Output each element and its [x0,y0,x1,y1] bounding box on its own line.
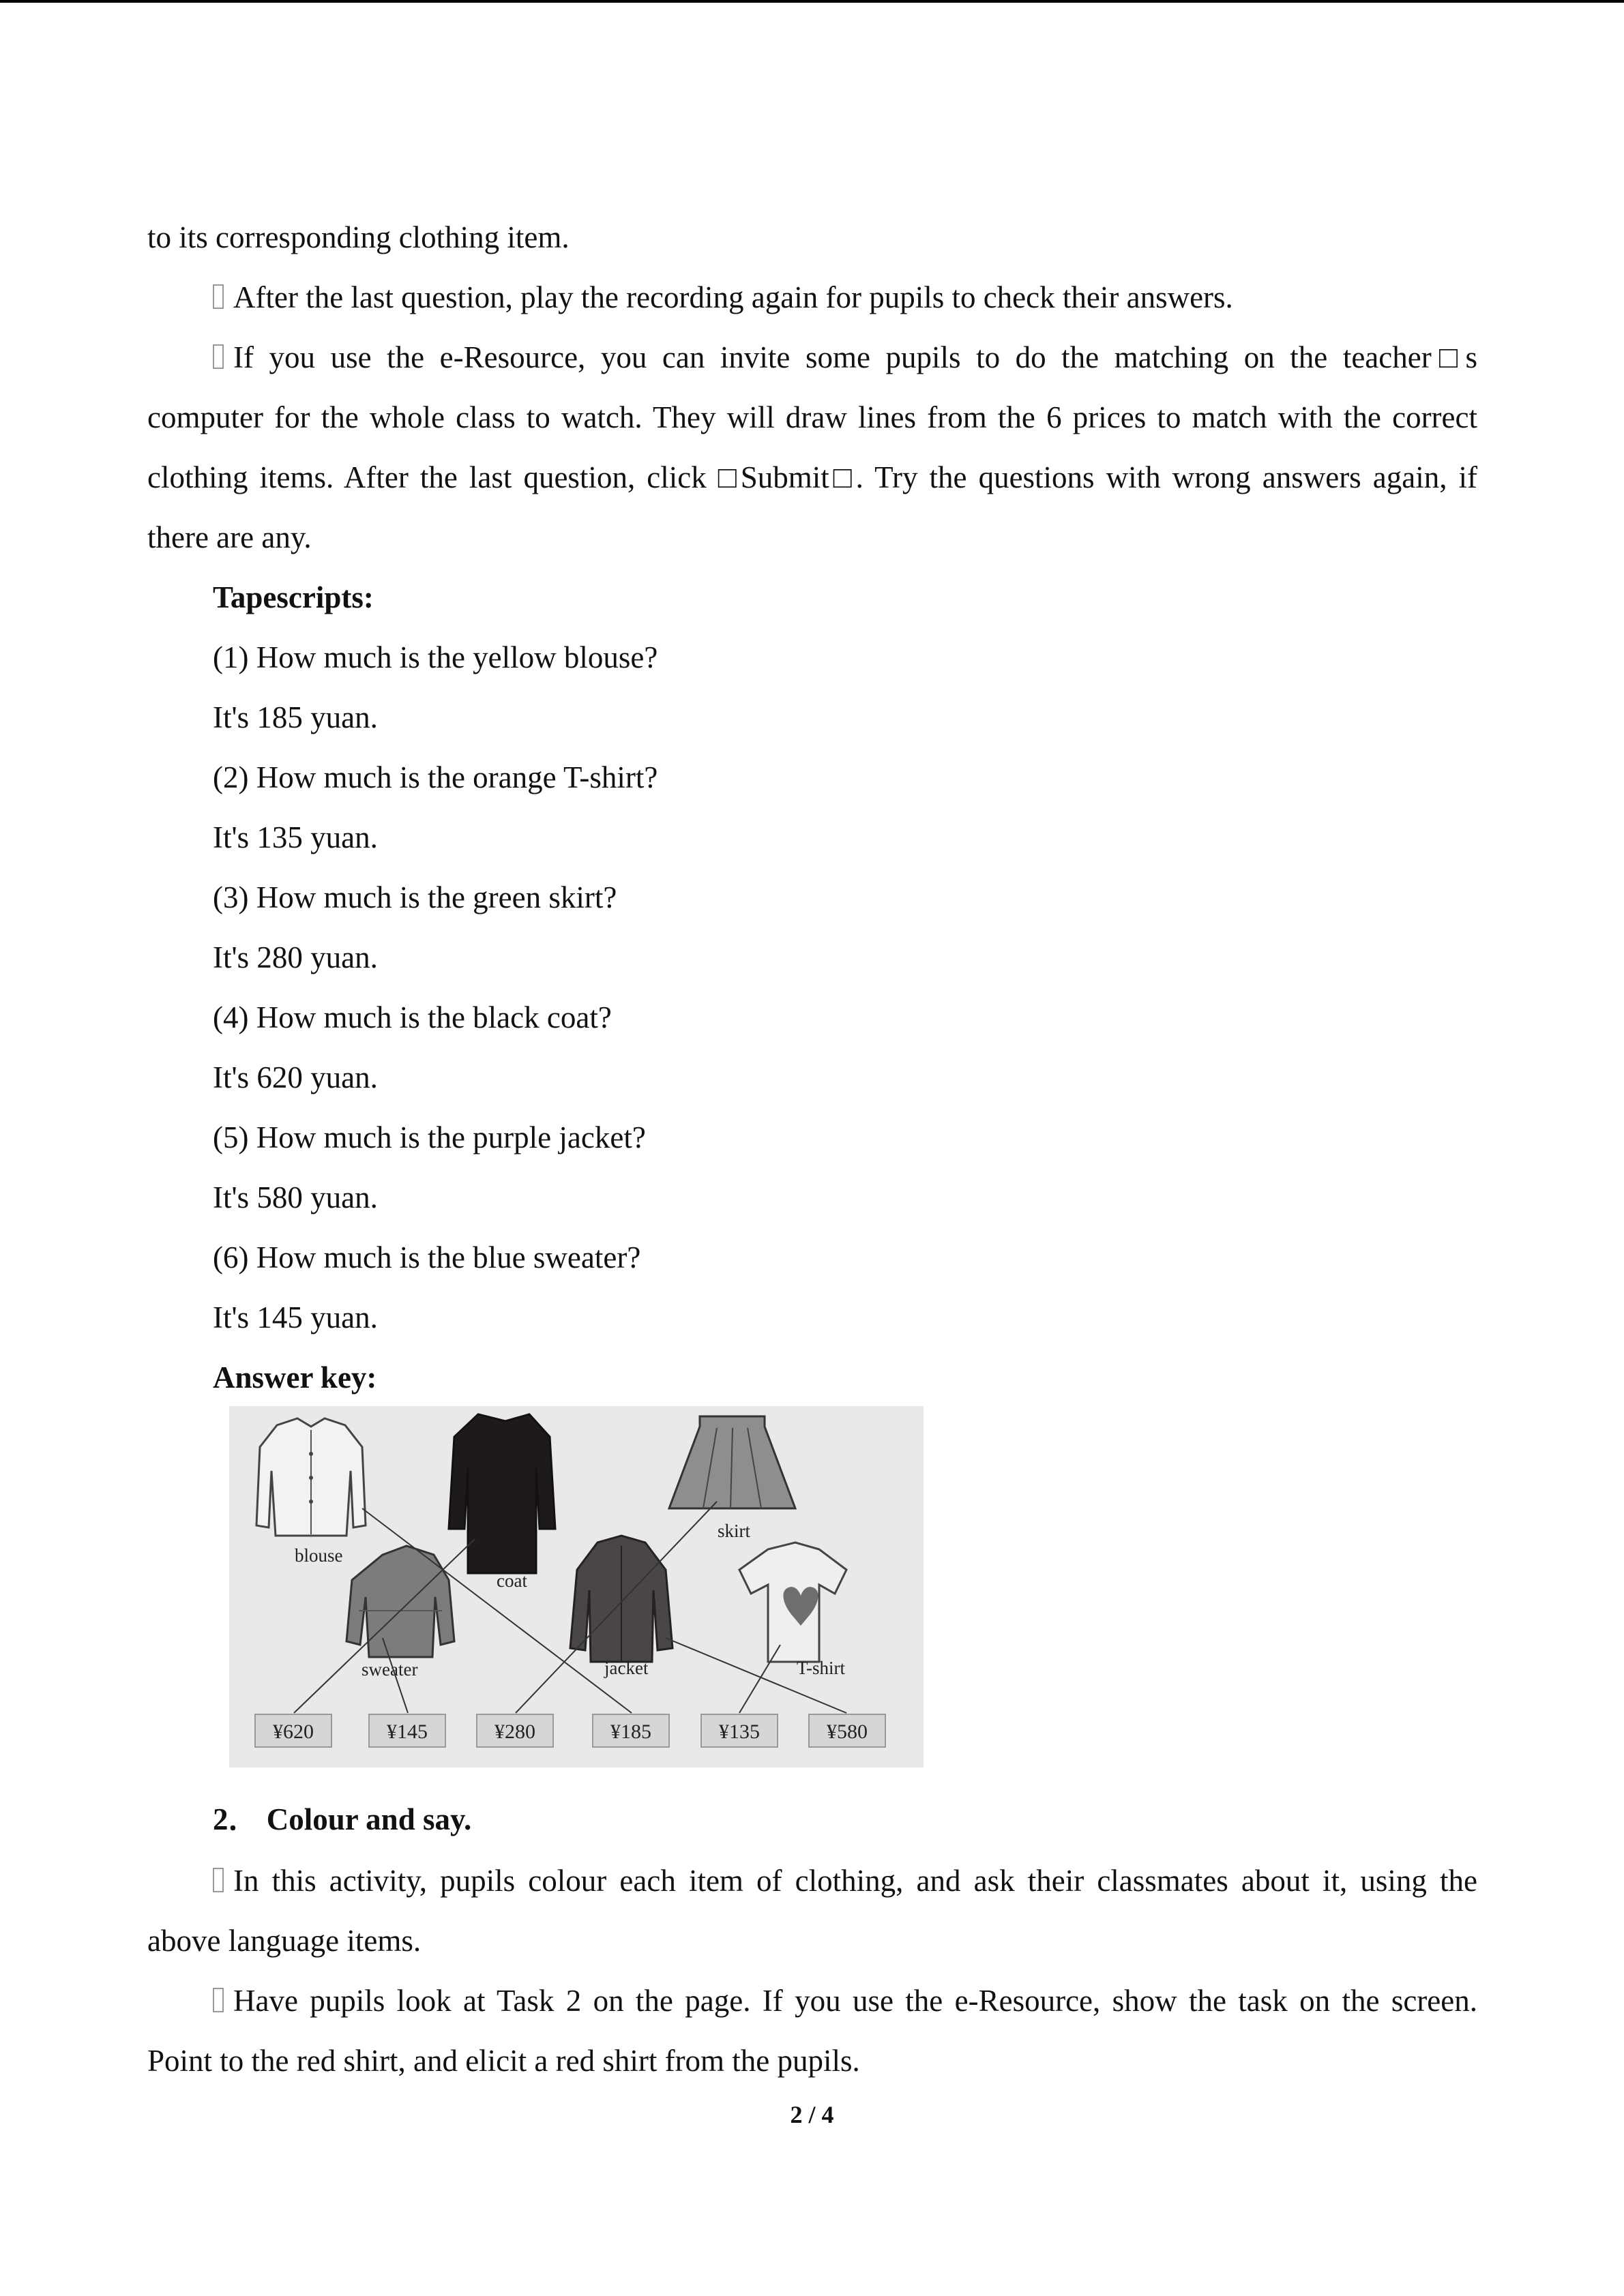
tapescript-line: (3) How much is the green skirt? [213,880,617,914]
tapescript-line: (5) How much is the purple jacket? [213,1120,646,1154]
tapescript-line: It's 620 yuan. [213,1060,378,1094]
intro-line-3: If you use the e-Resource, you can invite some pupils to do the matching on the teacher□s [213,337,1477,378]
label-tshirt: T-shirt [797,1658,846,1678]
section-2-line-1: In this activity, pupils colour each item of clothing, and ask their classmates about it, using the [213,1860,1477,1901]
section-2-line-2: above language items. [147,1924,422,1958]
top-border [0,0,1624,3]
tapescript-line: It's 135 yuan. [213,820,378,854]
answer-key-heading: Answer key: [213,1360,377,1395]
label-blouse: blouse [295,1545,343,1566]
tapescript-line: (4) How much is the black coat? [213,1000,612,1034]
answer-key-figure [229,1406,924,1768]
price-tag: ¥135 [719,1720,760,1743]
tapescript-line: It's 145 yuan. [213,1300,378,1335]
section-2-heading: 2． Colour and say. [213,1802,472,1836]
intro-line-6: there are any. [147,520,312,554]
page-number: 2 / 4 [790,2101,834,2128]
intro-line-5: clothing items. After the last question, click □Submit□. Try the questions with wrong answers again, if [147,460,1477,494]
intro-line-1: to its corresponding clothing item. [147,220,570,254]
bullet-box-icon [213,1988,224,2012]
bullet-box-icon [213,1868,224,1892]
tapescript-line: It's 280 yuan. [213,940,378,974]
label-skirt: skirt [718,1521,751,1541]
price-tag: ¥185 [610,1720,651,1743]
price-tag: ¥280 [494,1720,535,1743]
tapescript-line: It's 580 yuan. [213,1180,378,1214]
label-coat: coat [497,1570,527,1591]
intro-line-2: After the last question, play the recording again for pupils to check their answers. [213,277,1477,318]
bullet-box-icon [213,284,224,309]
tapescript-line: (1) How much is the yellow blouse? [213,640,658,674]
bullet-box-icon [213,344,224,369]
section-2-line-3: Have pupils look at Task 2 on the page. If you use the e-Resource, show the task on the screen. [213,1980,1477,2021]
intro-line-4: computer for the whole class to watch. They will draw lines from the 6 prices to match with the correct [147,400,1477,434]
tapescript-line: (6) How much is the blue sweater? [213,1240,641,1274]
tapescript-line: (2) How much is the orange T-shirt? [213,760,658,794]
label-jacket: jacket [604,1658,649,1678]
tapescripts-heading: Tapescripts: [213,580,374,614]
label-sweater: sweater [361,1659,418,1680]
price-tag: ¥145 [387,1720,428,1743]
section-2-line-4: Point to the red shirt, and elicit a red shirt from the pupils. [147,2044,860,2078]
price-tag: ¥620 [273,1720,314,1743]
price-tag: ¥580 [827,1720,868,1743]
tapescript-line: It's 185 yuan. [213,700,378,734]
